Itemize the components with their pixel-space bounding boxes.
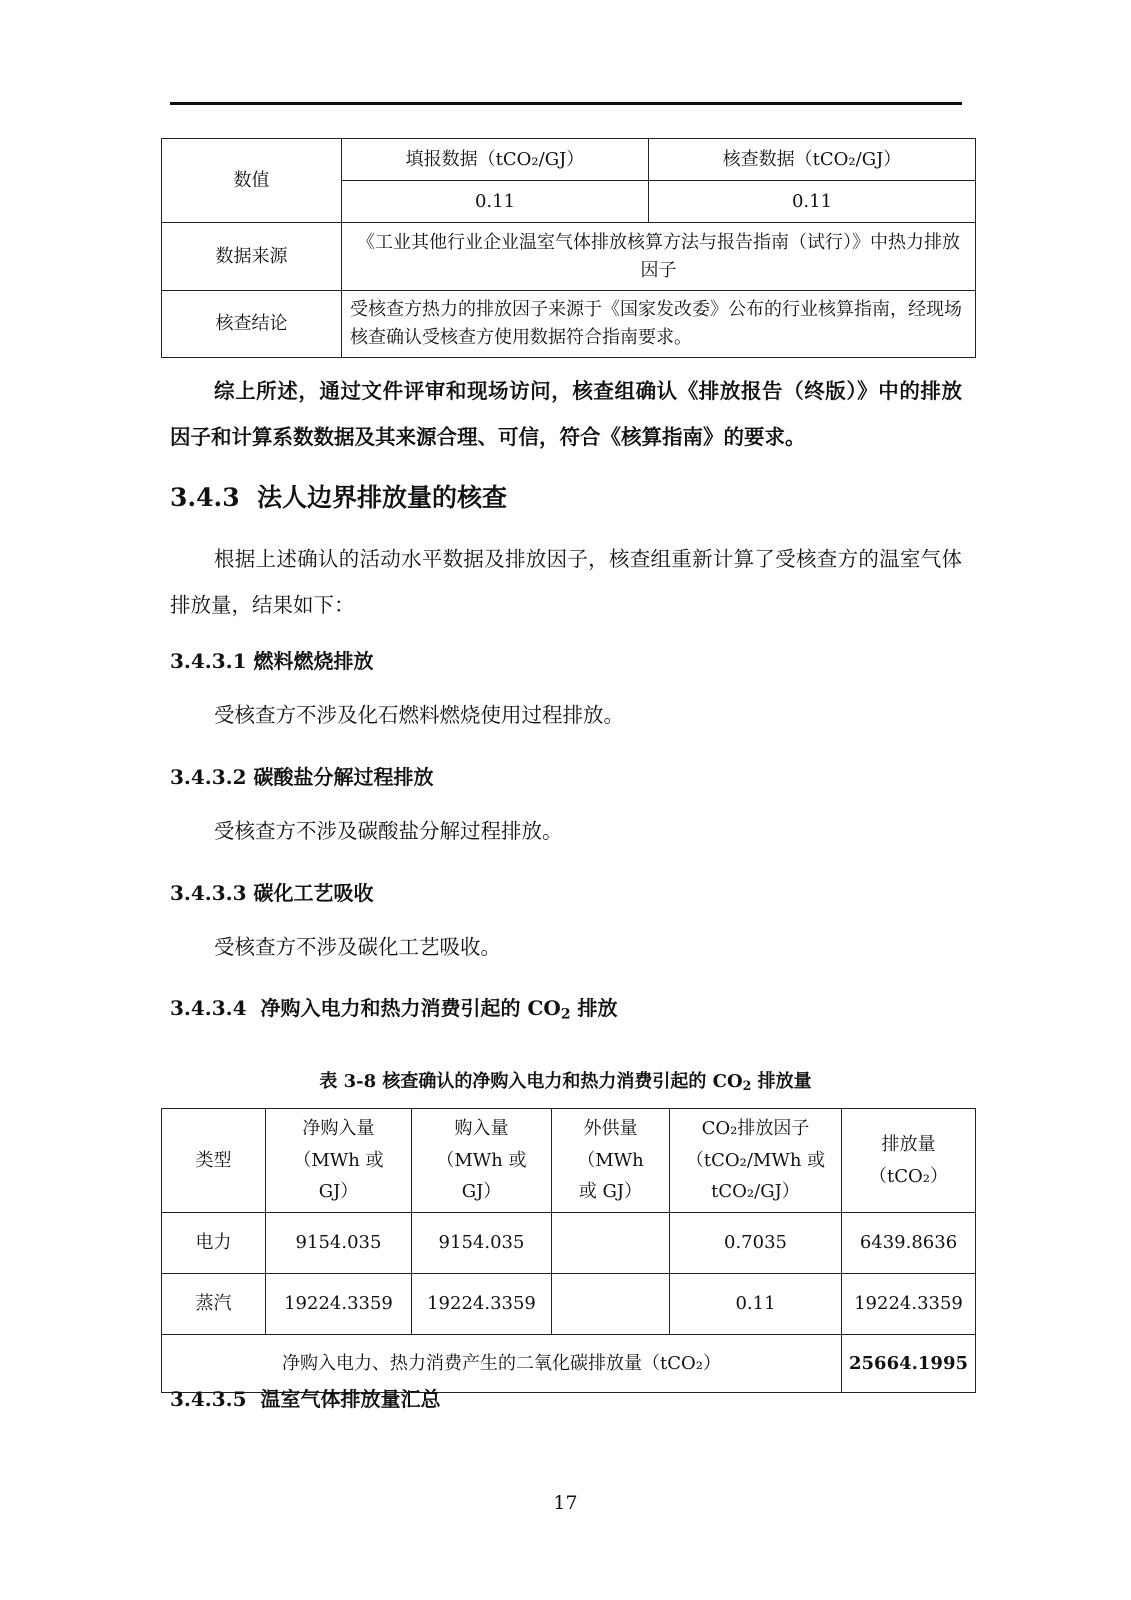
reported-value: 0.11 <box>342 181 649 223</box>
emission-factor-table <box>161 138 976 358</box>
subsection-3-4-3-2-text: 受核查方不涉及碳酸盐分解过程排放。 <box>214 819 563 843</box>
total-label: 净购入电力、热力消费产生的二氧化碳排放量（tCO₂） <box>162 1335 842 1393</box>
header-emission: 排放量（tCO₂） <box>842 1109 976 1213</box>
net-purchase-emissions-table <box>161 1108 976 1393</box>
header-emission-factor: CO₂排放因子（tCO₂/MWh 或 tCO₂/GJ） <box>670 1109 842 1213</box>
table-row: 蒸汽 19224.3359 19224.3359 0.11 19224.3359 <box>162 1274 976 1335</box>
subsection-3-4-3-3-text: 受核查方不涉及碳化工艺吸收。 <box>214 935 501 959</box>
table-3-8-caption: 表 3-8 核查确认的净购入电力和热力消费引起的 $CO_2$ 排放量 <box>319 1071 812 1094</box>
subsection-3-4-3-1-text: 受核查方不涉及化石燃料燃烧使用过程排放。 <box>214 703 624 727</box>
header-type: 类型 <box>162 1109 266 1213</box>
section-intro: 根据上述确认的活动水平数据及排放因子，核查组重新计算了受核查方的温室气体排放量，结果如下： <box>170 547 962 617</box>
subsection-3-4-3-1-heading: 3.4.3.1 燃料燃烧排放 <box>170 649 374 673</box>
summary-paragraph: 综上所述，通过文件评审和现场访问，核查组确认《排放报告（终版）》中的排放因子和计算系数数据及其来源合理、可信，符合《核算指南》的要求。 <box>170 379 962 449</box>
verified-value: 0.11 <box>649 181 976 223</box>
subsection-3-4-3-2-heading: 3.4.3.2 碳酸盐分解过程排放 <box>170 765 434 789</box>
section-3-4-3-heading <box>170 478 507 514</box>
section-number: 3.4.3 <box>170 483 240 512</box>
data-source-text: 《工业其他行业企业温室气体排放核算方法与报告指南（试行）》中热力排放因子 <box>342 223 976 291</box>
section-title: 法人边界排放量的核查 <box>257 483 508 512</box>
header-supplied: 外供量（MWh 或 GJ） <box>552 1109 670 1213</box>
total-value: 25664.1995 <box>842 1335 976 1393</box>
conclusion-text: 受核查方热力的排放因子来源于《国家发改委》公布的行业核算指南，经现场核查确认受核查方使用数据符合指南要求。 <box>342 291 976 358</box>
subsection-3-4-3-5-heading: 3.4.3.5 温室气体排放量汇总 <box>170 1387 441 1411</box>
header-net-purchase: 净购入量（MWh 或 GJ） <box>266 1109 412 1213</box>
subsection-3-4-3-4-heading: 3.4.3.4 净购入电力和热力消费引起的 $CO_2$ 排放 <box>170 996 618 1023</box>
conclusion-label: 核查结论 <box>162 291 342 358</box>
subsection-3-4-3-3-heading: 3.4.3.3 碳化工艺吸收 <box>170 881 374 905</box>
data-source-label: 数据来源 <box>162 223 342 291</box>
table-row: 电力 9154.035 9154.035 0.7035 6439.8636 <box>162 1213 976 1274</box>
value-row-label: 数值 <box>162 139 342 223</box>
header-purchased: 购入量（MWh 或 GJ） <box>412 1109 552 1213</box>
verified-data-header: 核查数据（tCO₂/GJ） <box>649 139 976 181</box>
reported-data-header: 填报数据（tCO₂/GJ） <box>342 139 649 181</box>
header-rule <box>170 102 962 105</box>
page-number: 17 <box>553 1492 578 1514</box>
